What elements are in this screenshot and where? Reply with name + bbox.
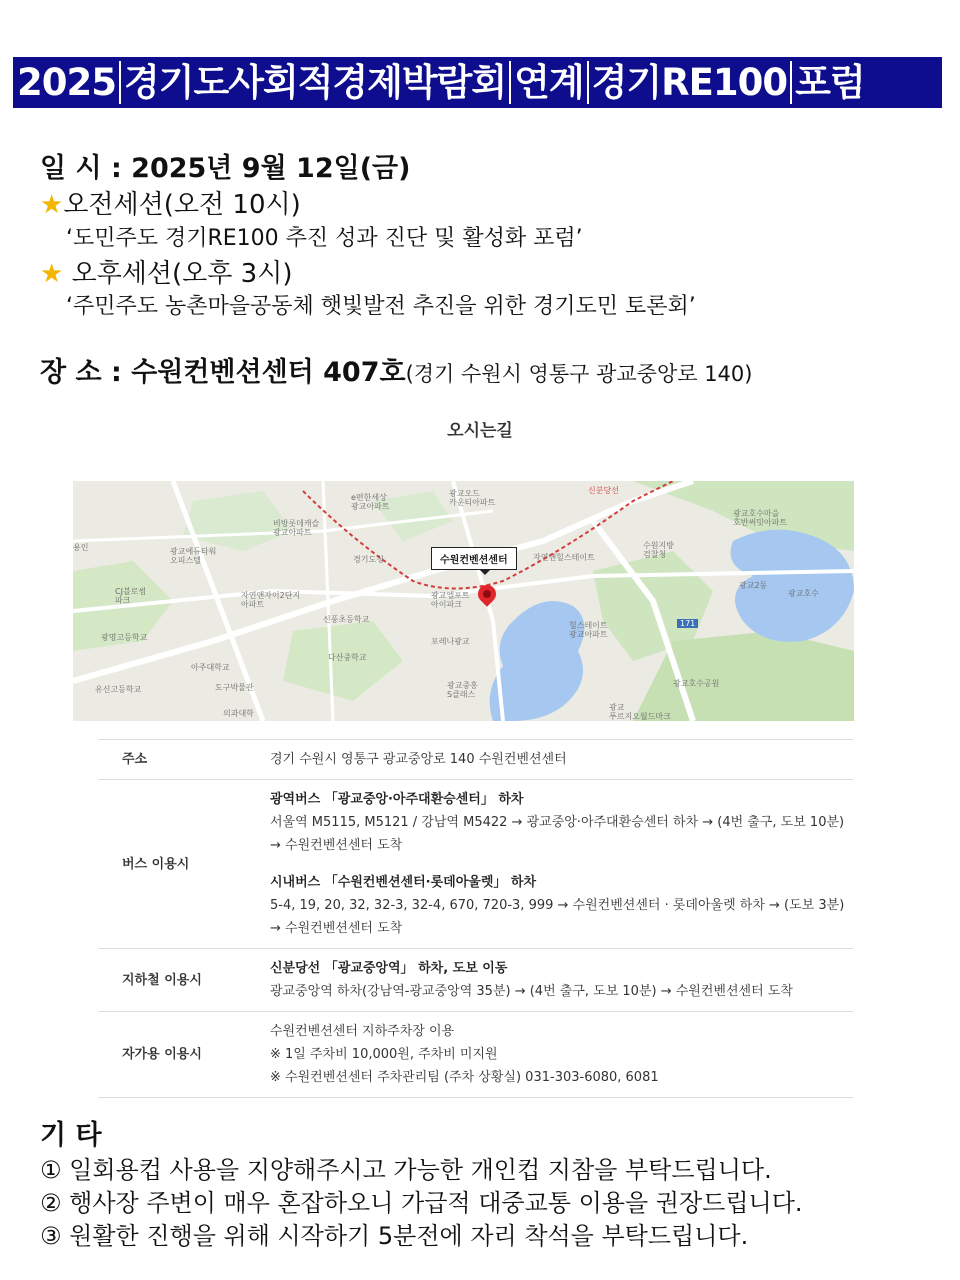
directions-title: 오시는길 [447,421,513,441]
pm-session-label: 오후세션(오후 3시) [63,259,293,289]
etc-item: ③ 원활한 진행을 위해 시작하기 5분전에 자리 착석을 부탁드립니다. [40,1222,749,1250]
venue-address: (경기 수원시 영통구 광교중앙로 140) [405,362,753,386]
map-label: 신분당선 [588,486,619,495]
map-label: 비방롯데캐슬 광교아파트 [273,519,320,537]
title-segment-expo: 경기도사회적경제박람회 [124,61,511,104]
map-label: 광교호수공원 [673,679,720,688]
title-segment-forum: 포럼 [795,61,865,104]
map-callout-label: 수원컨벤션센터 [431,547,517,570]
row-value [270,740,853,780]
map-label: 유신고등학교 [95,685,142,694]
map-label: 힐스테이트 광교아파트 [569,621,608,639]
map-label: 광교오드 카운티아파트 [449,489,496,507]
map-label: 자연앤힐스테이트 [533,553,595,562]
car-line: ※ 1일 주차비 10,000원, 주차비 미지원 [270,1047,498,1062]
bus-express-line: → 수원컨벤션센터 도착 [270,838,403,853]
map-label: 신풍초등학교 [323,615,370,624]
title-segment-link: 연계 [514,61,588,104]
subway-heading: 신분당선 「광교중앙역」 하차, 도보 이동 [270,961,508,976]
venue [40,350,752,389]
bus-city-line: → 수원컨벤션센터 도착 [270,921,403,936]
bus-express-line: 서울역 M5115, M5121 / 강남역 M5422 → 광교중앙·아주대환승센터 하차 → (4번 출구, 도보 10분) [270,815,845,830]
map-label: 광교에듀타워 오피스텔 [170,547,217,565]
pm-session-description: ‘주민주도 농촌마을공동체 햇빛발전 추진을 위한 경기도민 토론회’ [66,294,696,319]
bus-city-line: 5-4, 19, 20, 32, 32-3, 32-4, 670, 720-3, 999 → 수원컨벤션센터 · 롯데아울렛 하차 → (도보 3분) [270,898,845,913]
title-segment-re100: 경기RE100 [592,61,792,104]
map-label: 광교2동 [739,581,768,590]
title-banner [13,57,942,108]
bus-city-heading: 시내버스 「수원컨벤션센터·롯데아울렛」 하차 [270,875,537,890]
row-value [270,780,853,949]
title-segment-year: 2025 [17,61,121,104]
star-icon: ★ [40,190,64,220]
address-line: 경기 수원시 영통구 광교중앙로 140 수원컨벤션센터 [270,752,567,767]
map-label: 광교호수 [788,589,819,598]
table-row [98,949,853,1012]
map-label: 광명고등학교 [101,633,148,642]
map-label: 도구박물관 [215,683,254,692]
table-row [98,780,853,949]
map-label: 다산중학교 [328,653,367,662]
etc-title: 기 타 [40,1120,102,1151]
row-key: 주소 [98,740,270,780]
road-number-badge: 171 [677,619,698,628]
subway-line: 광교중앙역 하차(강남역-광교중앙역 35분) → (4번 출구, 도보 10분) → 수원컨벤션센터 도착 [270,984,793,999]
etc-item: ② 행사장 주변이 매우 혼잡하오니 가급적 대중교통 이용을 권장드립니다. [40,1189,803,1217]
event-date: 일 시 : 2025년 9월 12일(금) [40,153,411,184]
car-line: 수원컨벤션센터 지하주차장 이용 [270,1024,455,1039]
map-label: 자연앤자이2단지 아파트 [241,591,301,609]
am-session [40,184,301,221]
am-session-description: ‘도민주도 경기RE100 추진 성과 진단 및 활성화 포럼’ [66,226,583,251]
map-label: 의과대학 [223,709,254,718]
am-session-label: 오전세션(오전 10시) [63,190,301,220]
star-icon: ★ [40,259,64,289]
row-key: 지하철 이용시 [98,949,270,1012]
etc-item: ① 일회용컵 사용을 지양해주시고 가능한 개인컵 지참을 부탁드립니다. [40,1156,772,1184]
table-row [98,740,853,780]
row-value [270,1012,853,1098]
venue-label: 장 소 : 수원컨벤션센터 407호 [40,357,406,388]
map-label: 광교호수마을 호반써밋아파트 [733,509,788,527]
row-value [270,949,853,1012]
map-label: e편한세상 광교아파트 [351,493,390,511]
map-label: 포레나광교 [431,637,470,646]
row-key: 버스 이용시 [98,780,270,949]
spacer [270,857,853,871]
map-label: 경기도청 [353,555,384,564]
map-label: 광교 푸르지오월드마크 [609,703,671,721]
car-line: ※ 수원컨벤션센터 주차관리팀 (주차 상황실) 031-303-6080, 6081 [270,1070,659,1085]
pm-session [40,253,292,290]
bus-express-heading: 광역버스 「광교중앙·아주대환승센터」 하차 [270,792,524,807]
map-label: 광교엘포트 아이파크 [431,591,470,609]
directions-table [98,739,853,1098]
map-label: 수원지방 검찰청 [643,541,674,559]
location-map[interactable] [73,481,854,721]
map-label: 광교중흥 S클래스 [447,681,478,699]
map-label: 용인 [73,543,89,552]
row-key: 자가용 이용시 [98,1012,270,1098]
table-row [98,1012,853,1098]
map-label: 아주대학교 [191,663,230,672]
map-label: CJ블로썸 파크 [115,587,147,605]
